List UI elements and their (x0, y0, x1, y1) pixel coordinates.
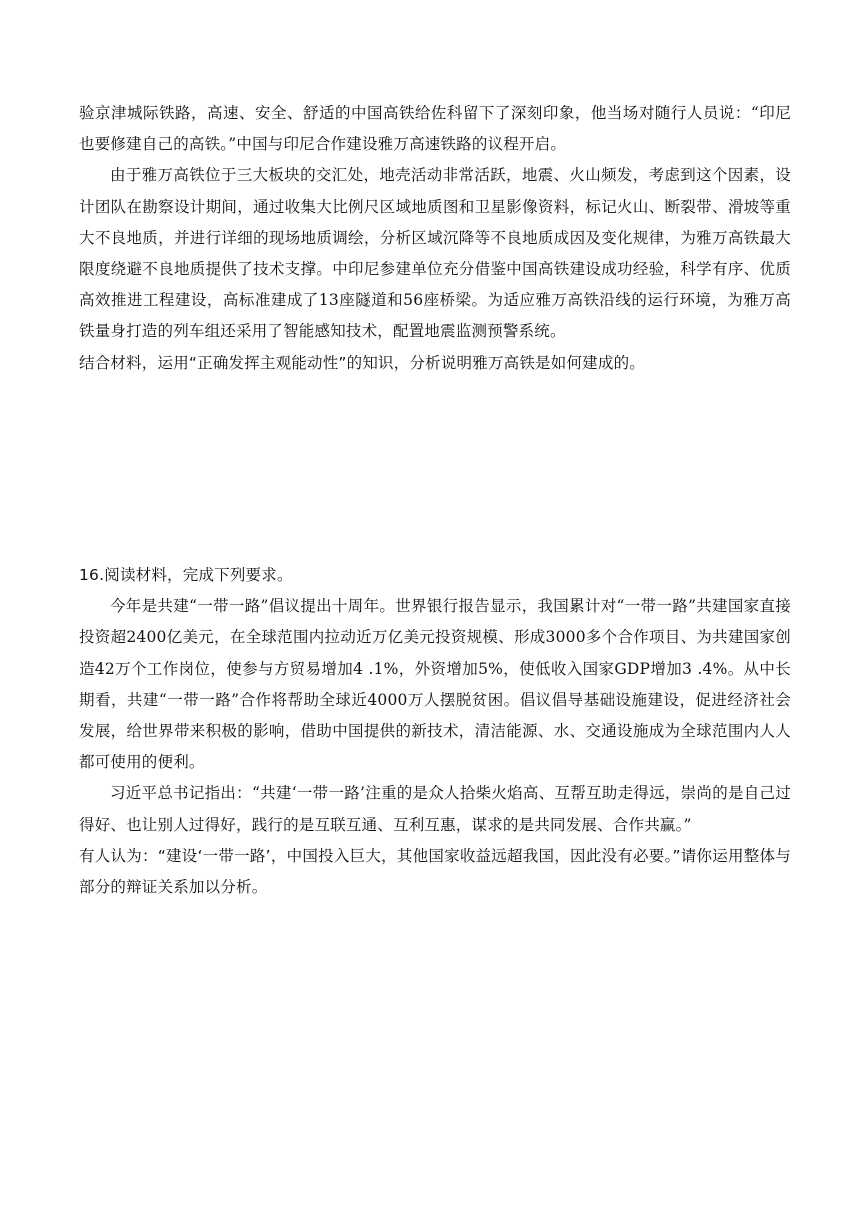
question-16-prompt: 有人认为：“建设‘一带一路’，中国投入巨大，其他国家收益远超我国，因此没有必要。”请你运用整体与部分的辩证关系加以分析。 (79, 846, 791, 897)
question-16-heading: 16.阅读材料，完成下列要求。 (79, 566, 293, 584)
material-paragraph-geology: 由于雅万高铁位于三大板块的交汇处，地壳活动非常活跃，地震、火山频发，考虑到这个因素，设计团队在勘察设计期间，通过收集大比例尺区域地质图和卫星影像资料，标记火山、断裂带、滑坡等重大不良地质，并进行详细的现场地质调绘，分析区域沉降等不良地质成因及变化规律，为雅万高铁最大限度绕避不良地质提供了技术支撑。中印尼参建单位充分借鉴中国高铁建设成功经验，科学有序、优质高效推进工程建设，高标准建成了13座隧道和56座桥梁。为适应雅万高铁沿线的运行环境，为雅万高铁量身打造的列车组还采用了智能感知技术，配置地震监测预警系统。 (79, 166, 791, 341)
material-paragraph-continuation: 验京津城际铁路，高速、安全、舒适的中国高铁给佐科留下了深刻印象，他当场对随行人员说：“印尼也要修建自己的高铁。”中国与印尼合作建设雅万高速铁路的议程开启。 (79, 104, 791, 154)
material-paragraph-quote: 习近平总书记指出：“共建‘一带一路’注重的是众人拾柴火焰高、互帮互助走得远，崇尚的是自己过得好、也让别人过得好，践行的是互联互通、互利互惠，谋求的是共同发展、合作共赢。” (79, 784, 791, 834)
question-16-material (79, 560, 791, 903)
question-15-material (79, 98, 791, 379)
question-15-prompt: 结合材料，运用“正确发挥主观能动性”的知识，分析说明雅万高铁是如何建成的。 (79, 353, 645, 372)
material-paragraph-belt-road: 今年是共建“一带一路”倡议提出十周年。世界银行报告显示，我国累计对“一带一路”共建国家直接投资超2400亿美元，在全球范围内拉动近万亿美元投资规模、形成3000多个合作项目、为共建国家创造42万个工作岗位，使参与方贸易增加4 .1%，外资增加5%，使低收入国家GDP增加3 .4%。从中长期看，共建“一带一路”合作将帮助全球近4000万人摆脱贫困。倡议倡导基础设施建设，促进经济社会发展，给世界带来积极的影响，借助中国提供的新技术，清洁能源、水、交通设施成为全球范围内人人都可使用的便利。 (79, 597, 791, 772)
